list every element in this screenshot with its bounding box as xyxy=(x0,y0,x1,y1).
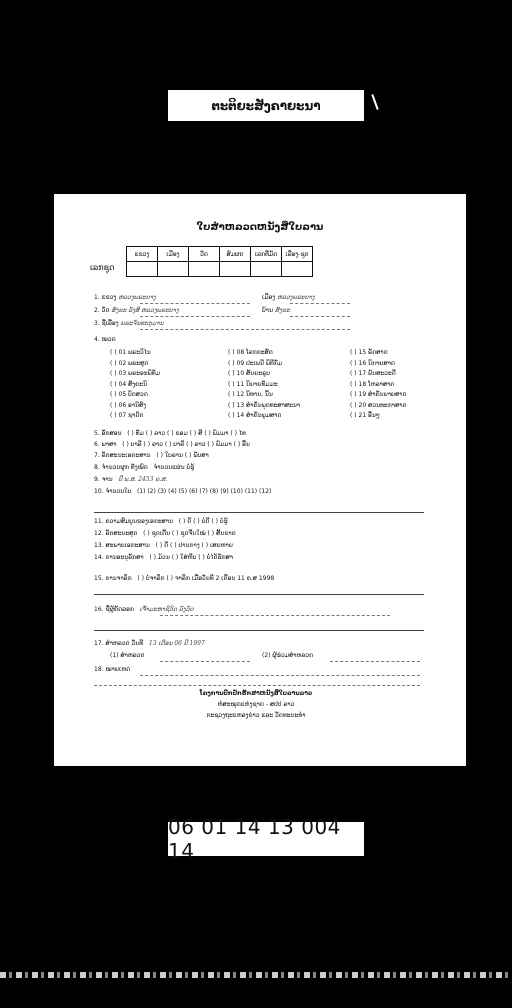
row-11: 11. ຄວາມສົມບູນຂອງເອກະສານ ( ) ດີ ( ) ບໍ່ດີ ( ) ບໍ່ຮູ້ xyxy=(94,518,228,525)
row-8: 8. ຈຳນວນຜູກ ທັງໝົດ ຈຳນວນແຜ່ນ ບໍ່ຮູ້ xyxy=(94,464,195,471)
code-cell xyxy=(282,262,313,277)
pen-mark xyxy=(371,94,378,110)
row-17: 17. ສຳຫລວດ ວັນທີ 13 ເດືອນ 06 ປີ 1997 xyxy=(94,640,205,647)
field-village: ບ້ານ ສັງຂະ xyxy=(262,307,290,314)
code-cell xyxy=(127,262,158,277)
row-7: 7. ລັກສະນະເອກະສານ ( ) ໃບລານ ( ) ພັບສາ xyxy=(94,452,209,459)
section-4: 4. ໝວດ xyxy=(94,336,116,343)
footer-line-3: ກະຊວງຖະແຫລງຂ່າວ ແລະ ວັດທະນະທຳ xyxy=(206,712,306,719)
row-16: 16. ຊື່ຜູ້ຄັດລອກ ເຈົ້າມະຫາຊີວິດ ລົງວັດ xyxy=(94,606,194,613)
code-header: ເລືອງ-ຊຸດ xyxy=(282,247,313,262)
code-cell xyxy=(251,262,282,277)
row-12: 12. ລັກສະນະສຸດ ( ) ຊຸດເດີ່ນ ( ) ຊຸດຈີ່ນໃໝ່ ( ) ສັ້ນຂາດ xyxy=(94,530,236,537)
code-table xyxy=(126,246,313,277)
row-13: 13. ສະພາບເອກະສານ ( ) ດີ ( ) ປານກາງ ( ) ເສຍຫາຍ xyxy=(94,542,233,549)
surveyor-1: (1) ສຳຫລວດ xyxy=(110,652,145,659)
code-header: ແຂວງ xyxy=(127,247,158,262)
row-10: 10. ຈຳນວນໃບ (1) (2) (3) (4) (5) (6) (7) (8) (9) (10) (11) (12) xyxy=(94,488,272,495)
categories-col3: ( ) 15 ຣັດສາດ ( ) 16 ນິກາຍສາດ ( ) 17 ພັນສະວະດີ ( ) 18 ໂຫລາສາດ ( ) 19 ສຳຄັນຍາຍສາດ ( ) 20 ສວນທະກາສາດ ( ) 21 ອື່ນໆ xyxy=(350,349,407,419)
field-1: 1. ແຂວງ ຫລວງພຣະບາງ xyxy=(94,294,156,301)
row-9: 9. ຈານ ປີ ພ.ສ. 2453 ຄ.ສ. xyxy=(94,476,168,483)
row-6: 6. ພາສາ ( ) ບາລີ ( ) ລາວ ( ) ບາລີ ( ) ລາວ ( ) ພົມມາ ( ) ອື່ນ xyxy=(94,441,250,448)
code-cell xyxy=(220,262,251,277)
form-title: ໃບສຳຫລວດຫນັງສືໃບລານ xyxy=(196,222,324,233)
row-18: 18. ໝາຍເຫດ xyxy=(94,666,131,673)
id-number: 06 01 14 13 004 14 xyxy=(168,815,341,863)
field-2: 2. ວັດ ສັງຂະ ລັງສີ ຫລວງພຣະບາງ xyxy=(94,307,179,314)
row-5: 5. ອັກສອນ ( ) ທັມ ( ) ລາວ ( ) ຂອມ ( ) ສີ ( ) ພົມມາ ( ) ໄທ xyxy=(94,430,246,437)
banner xyxy=(168,90,364,121)
categories-col1: ( ) 01 ພຣະວິໄນ ( ) 02 ພຣະສູດ ( ) 03 ພຣະອະພິທັມ ( ) 04 ສັງຄະນິ ( ) 05 ບົດສວດ ( ) 06 ອານິສົງ ( ) 07 ຊາດົກ xyxy=(110,349,160,419)
footer-line-2: ຫໍສະໝຸດແຫ່ງຊາດ - ສປປ ລາວ xyxy=(217,701,295,708)
field-3: 3. ຊື່ເລື່ອງ ພຣະຈັນທະກຸມານ xyxy=(94,320,164,327)
id-number-card xyxy=(168,815,364,863)
code-header: ເມືອງ xyxy=(158,247,189,262)
number-label: ເລກຊຸດ xyxy=(90,263,115,272)
surveyor-2: (2) ຜູ້ຮ່ວມສຳຫລວດ xyxy=(262,652,314,659)
code-header: ສົມຜດ xyxy=(220,247,251,262)
code-cell xyxy=(189,262,220,277)
row-14: 14. ການອະນຸລັກສາ ( ) ມ້ວນ ( ) ໃສ່ຫີບ ( ) ບໍ່ໄດ້ຮັກສາ xyxy=(94,554,234,561)
field-district: ເມືອງ ຫລວງພຣະບາງ xyxy=(262,294,315,301)
code-cell xyxy=(158,262,189,277)
code-header: ເລກທີ່ມັດ xyxy=(251,247,282,262)
row-15: 15. ການຈາລຶກ ( ) ບໍ່ຈາລຶກ ( ) ຈາລຶກ ເມື່ອວັນທີ 2 ເດືອນ 11 ຄ.ສ 1998 xyxy=(94,575,275,582)
footer-line-1: ໂຄງການປົກປັກຮັກສາຫນັງສືໃບລານລາວ xyxy=(199,690,313,697)
code-header: ວັດ xyxy=(189,247,220,262)
categories-col2: ( ) 08 ໂລກກະສັດ ( ) 09 ປະເພນີ ພິທີກັມ ( ) 10 ສັນຍະຣູບ ( ) 11 ນິຍາຍທັມມະ ( ) 12 ນິທານ, ນິ້ນ ( ) 13 ສຳຄັນພຸດທະສາສະນາ ( ) 14 ສຳຄັນພູມສາດ xyxy=(228,349,301,419)
banner-text: ຕະຕິຍະສັງຄາຍະນາ xyxy=(211,98,321,113)
film-edge xyxy=(0,972,512,978)
